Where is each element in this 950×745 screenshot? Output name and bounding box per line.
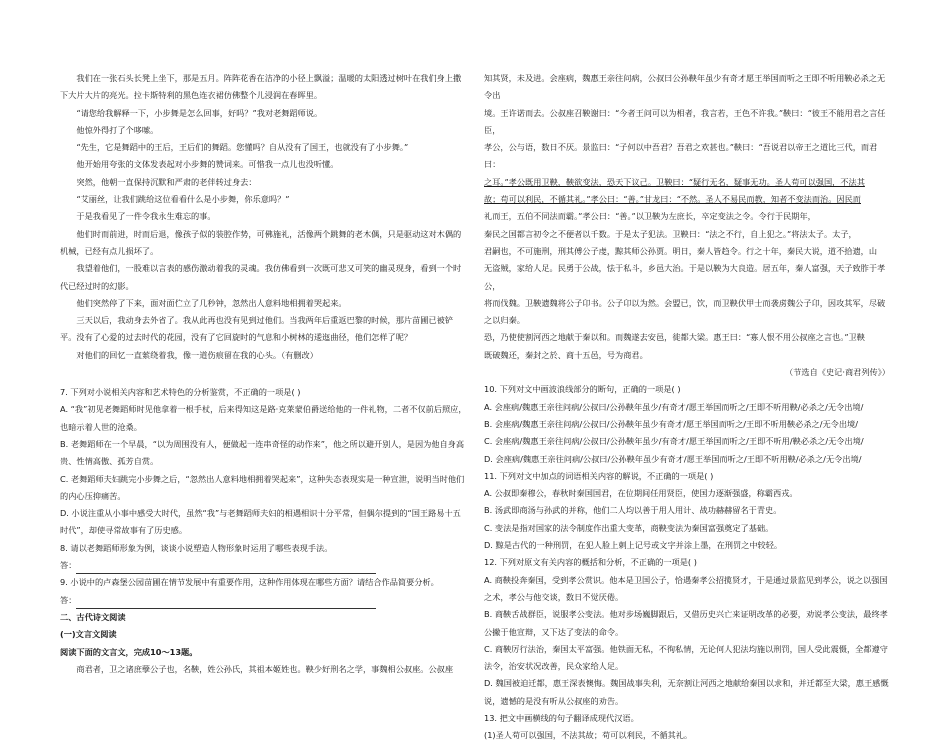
story-paragraph: 他们突然停了下来，面对面伫立了几秒钟，忽然出人意料地相拥着哭起来。 xyxy=(76,297,347,308)
option-c: C. 会座病/魏惠王亲往问病/公叔曰/公孙鞅年虽少/有奇才/愿王举国而听之/王即不听用/鞅必杀之/无令出境/ xyxy=(484,436,864,447)
story-paragraph: 对他们的回忆一直萦绕着我，像一道伤痕留在我的心头。（有删改） xyxy=(76,349,318,360)
classical-passage xyxy=(484,70,890,364)
option-d: D. 小说注重从小事中感受大时代，虽然“我”与老舞蹈师夫妇的相遇相识十分平常，但偶尔提到的“国王路易十五时代”，却使寻常故事有了历史感。 xyxy=(60,508,461,536)
translation-item-1: (1)圣人苟可以强国，不法其故；苟可以利民，不循其礼。 xyxy=(484,730,693,741)
answer-label: 答： xyxy=(60,560,77,571)
answer-8 xyxy=(60,557,468,574)
question-9: 9. 小说中的卢森堡公园苗圃在情节发展中有重要作用，这种作用体现在哪些方面？请结合作品简要分析。 xyxy=(60,577,439,588)
answer-line[interactable] xyxy=(76,599,376,609)
section-title: 二、古代诗文阅读 xyxy=(60,611,126,622)
left-column xyxy=(60,70,468,678)
option-d: D. 会座病/魏惠王亲往问病/公叔曰/公孙鞅年虽少有奇才/愿王举国而听之/王即不听用鞅/必杀之/无令出境/ xyxy=(484,453,862,464)
classical-line: 无盗贼，家给人足。民勇于公战，怯于私斗，乡邑大治。于是以鞅为大良造。居五年，秦人富强，天子致胙于孝公， xyxy=(484,263,886,291)
questions-10-13 xyxy=(484,381,890,744)
story-paragraph: 他开始用夸张的文体发表起对小步舞的赞词来。可惜我一点儿也没听懂。 xyxy=(76,159,339,170)
questions-7-9 xyxy=(60,384,468,609)
option-c: C. 商鞅厉行法治，秦国太平富强。他铁面无私，不徇私情，无论何人犯法均施以刑罚，国人受此震慑，全都遵守法令，治安状况改善，民众家给人足。 xyxy=(484,643,888,672)
option-a: A. 公叔即秦穆公，春秋时秦国国君，在位期间任用贤臣，使国力逐渐强盛，称霸西戎。 xyxy=(484,488,798,499)
classical-line: 礼而王，五伯不同法而霸。”孝公曰：“善。”以卫鞅为左庶长，卒定变法之令。令行于民期年， xyxy=(484,211,816,222)
option-b: B. 老舞蹈师在一个早晨，“以为周围没有人，便做起一连串奇怪的动作来”，他之所以避开别人，是因为他自身高贵、性情高傲、孤芳自赏。 xyxy=(60,438,465,467)
classical-line: 孝公，公与语，数日不厌。景监曰：“子何以中吾君？吾君之欢甚也。”鞅曰：“吾说君以帝王之道比三代，而君曰： xyxy=(484,142,878,170)
classical-line: 秦民之国都言初令之不便者以千数。于是太子犯法。卫鞅曰：“法之不行，自上犯之。”将法太子。太子， xyxy=(484,228,857,239)
option-c: C. 变法是指对国家的法令制度作出重大变革，商鞅变法为秦国富强奠定了基础。 xyxy=(484,522,774,533)
option-d: D. 黥是古代的一种刑罚，在犯人脸上刺上记号或文字并涂上墨，在刑罚之中较轻。 xyxy=(484,540,783,551)
right-column xyxy=(484,70,890,745)
question-8: 8. 请以老舞蹈师形象为例，谈谈小说塑造人物形象时运用了哪些表现手法。 xyxy=(60,542,333,553)
answer-line[interactable] xyxy=(76,564,376,574)
classical-text-start: 商君者，卫之诸庶孽公子也，名鞅，姓公孙氏，其祖本姬姓也。鞅少好刑名之学，事魏相公叔座。公叔座 xyxy=(76,663,454,674)
classical-line: 将而伐魏。卫鞅遗魏将公子卬书。公子卬以为然。会盟已，饮，而卫鞅伏甲士而袭虏魏公子卬，因攻其军，尽破之以归秦。 xyxy=(484,297,886,326)
classical-line: 恐，乃使使割河西之地献于秦以和。而魏遂去安邑，徙都大梁。惠王曰：“寡人恨不用公叔座之言也。”卫鞅 xyxy=(484,332,865,343)
question-12: 12. 下列对原文有关内容的概括和分析，不正确的一项是( ) xyxy=(484,557,697,568)
source-citation: （节选自《史记·商君列传》） xyxy=(785,367,890,378)
story-paragraph: 他们时而前进，时而后退，像孩子似的装腔作势，可佛施礼，活像两个跳舞的老木偶，只是驱动这对木偶的机械，已经有点儿损坏了。 xyxy=(60,228,462,256)
option-b: B. 商鞅舌战群臣，说服孝公变法。他对步场巍脚跟后，又借历史兴亡来证明改革的必要，劝说孝公变法，最终孝公撇于他宣辩，又下达了变法的命令。 xyxy=(484,609,888,637)
story-paragraph: 我望着他们，一股难以言表的感伤激动着我的灵魂。我仿佛看到一次既可悲又可笑的幽灵现身，看到一个时代已经过时的幻影。 xyxy=(60,263,462,291)
classical-line-underlined: 故；苟可以利民，不循其礼。”孝公曰：“善。”甘龙曰：“不然。圣人不易民而教，知者不变法而治。因民而 xyxy=(484,194,861,205)
option-a: A. 商鞅投奔秦国，受到孝公赏识。他本是卫国公子，恰遇秦孝公招揽贤才，于是通过景监见到孝公，说之以强国之术，孝公与他交谈，数日不觉厌倦。 xyxy=(484,574,888,602)
question-11: 11. 下列对文中加点的词语相关内容的解说，不正确的一项是( ) xyxy=(484,470,714,481)
instruction: 阅读下面的文言文，完成10～13题。 xyxy=(60,646,198,657)
option-d: D. 魏国被迫迁都，惠王深表懊悔。魏国战事失利，无奈割让河西之地献给秦国以求和，并迁都至大梁，惠王感慨说，遗憾的是没有听从公叔座的劝告。 xyxy=(484,678,889,706)
classical-line: 君嗣也，不可施刑，刑其傅公子虔，黥其师公孙贾。明日，秦人皆趋令。行之十年，秦民大说，道不拾遗，山 xyxy=(484,245,878,256)
classical-line: 知其贤，未及进。会座病，魏惠王亲往问病，公叔曰公孙鞅年虽少有奇才愿王举国而听之王即不听用鞅必杀之无令出 xyxy=(484,73,886,101)
option-b: B. 汤武即商汤与孙武的并称，他们二人均以善于用人用计、战功赫赫留名于青史。 xyxy=(484,505,782,516)
answer-label: 答： xyxy=(60,594,77,605)
classical-line-underlined: 之耳。”孝公既用卫鞅，鞅欲变法，恐天下议己。卫鞅曰：“疑行无名，疑事无功。圣人苟可以强国，不法其 xyxy=(484,176,865,187)
answer-9 xyxy=(60,592,468,609)
story-paragraph: 于是我看见了一件令我永生难忘的事。 xyxy=(76,211,216,222)
question-10: 10. 下列对文中画波浪线部分的断句，正确的一项是( ) xyxy=(484,384,681,395)
story-paragraph: 三天以后，我动身去外省了。我从此再也没有见到过他们。当我两年后重返巴黎的时候，那片苗圃已被铲平。没有了心爱的过去时代的花园，没有了它回旋时的气息和小树林的逶迤曲径，他们怎样了呢？ xyxy=(60,315,454,343)
story-paragraph: 他惊外得打了个哆嗦。 xyxy=(76,124,159,135)
option-b: B. 会座病/魏惠王亲往问病/公叔曰/公孙鞅年虽少有奇才/愿王举国而听之/王即不听用鞅必杀之/无令出境/ xyxy=(484,418,859,429)
story-paragraph: 突然，他朝一直保持沉默和严肃的老伴转过身去： xyxy=(76,176,257,187)
classical-line: 境。王许诺而去。公叔座召鞅谢曰：“今者王问可以为相者，我言若，王色不许我。”鞅曰：“彼王不能用君之言任臣， xyxy=(484,107,886,135)
story-paragraph: “艾丽丝，让我们跳给这位看看什么是小步舞，你乐意吗？” xyxy=(76,194,290,205)
option-c: C. 老舞蹈师夫妇跳完小步舞之后，“忽然出人意料地相拥着哭起来”，这种失态表现实是一种宣泄，说明当时他们的内心压抑痛苦。 xyxy=(60,473,465,501)
subsection-title: (一)文言文阅读 xyxy=(60,629,117,640)
option-a: A. 会座病/魏惠王亲往问病/公叔曰/公孙鞅年虽少/有奇才/愿王举国而听之/王即不听用鞅/必杀之/无令出境/ xyxy=(484,401,864,412)
story-paragraph: “先生，它是舞蹈中的王后，王后们的舞蹈。您懂吗？自从没有了国王，也就没有了小步舞。” xyxy=(76,142,409,153)
option-a: A. “我”初见老舞蹈师时见他拿着一根手杖，后来得知这是路·克莱蒙伯爵送给他的一件礼物，二者不仅前后照应，也暗示着人世的沧桑。 xyxy=(60,404,467,432)
story-paragraph: “请您给我解释一下，小步舞是怎么回事，好吗？”我对老舞蹈师说。 xyxy=(76,107,323,118)
story-paragraph: 我们在一张石头长凳上坐下，那是五月。阵阵花香在洁净的小径上飘溢；温暖的太阳透过树叶在我们身上撒下大片大片的亮光。拉卡斯特利的黑色连衣裙仿佛整个儿浸润在春晖里。 xyxy=(60,73,462,101)
classical-line: 既破魏还，秦封之於、商十五邑，号为商君。 xyxy=(484,349,648,360)
story-passage xyxy=(60,70,468,364)
question-7: 7. 下列对小说相关内容和艺术特色的分析鉴赏，不正确的一项是( ) xyxy=(60,387,301,398)
question-13: 13. 把文中画横线的句子翻译成现代汉语。 xyxy=(484,712,639,723)
